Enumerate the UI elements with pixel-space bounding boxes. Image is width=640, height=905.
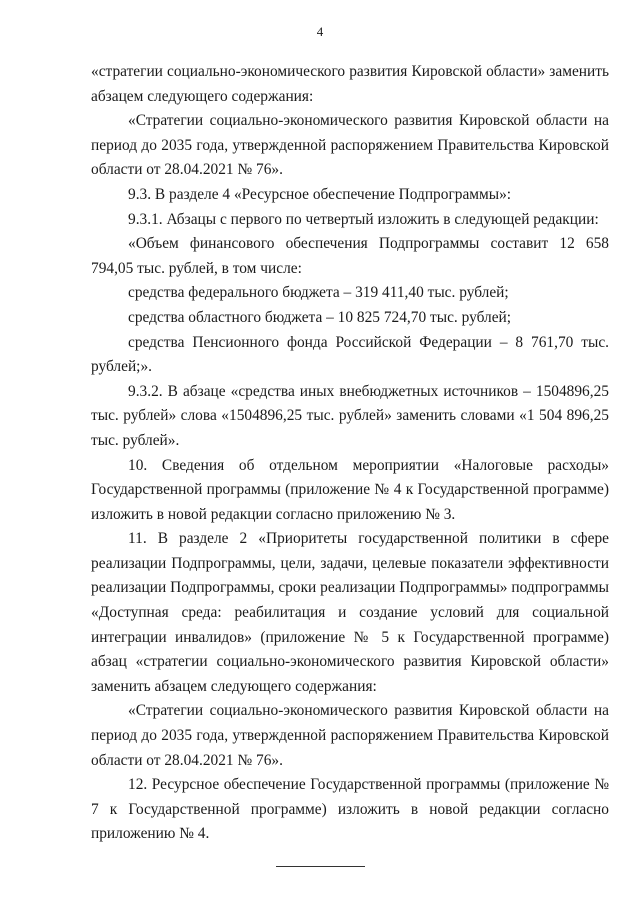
document-body	[91, 60, 609, 847]
paragraph-strategy-quote: «Стратегии социально-экономического развития Кировской области на период до 2035 года, утвержденной распоряжением Правительства Кировской области от 28.04.2021 № 76».	[91, 112, 609, 179]
paragraph-9-3-2: 9.3.2. В абзаце «средства иных внебюджетных источников – 1504896,25 тыс. рублей» слова «1504896,25 тыс. рублей» заменить словами «1 504 896,25 тыс. рублей».	[91, 382, 609, 449]
page-number: 4	[316, 24, 324, 39]
paragraph-pension-fund: средства Пенсионного фонда Российской Федерации – 8 761,70 тыс. рублей;».	[91, 333, 609, 376]
end-of-text-rule	[276, 866, 365, 867]
paragraph-federal-budget: средства федерального бюджета – 319 411,40 тыс. рублей;	[128, 284, 509, 302]
paragraph-regional-budget: средства областного бюджета – 10 825 724,70 тыс. рублей;	[128, 308, 512, 326]
paragraph-continuation: «стратегии социально-экономического развития Кировской области» заменить абзацем следующего содержания:	[91, 63, 609, 105]
paragraph-9-3-1: 9.3.1. Абзацы с первого по четвертый изложить в следующей редакции:	[128, 210, 599, 228]
paragraph-11: 11. В разделе 2 «Приоритеты государственной политики в сфере реализации Подпрограммы, цели, задачи, целевые показатели эффективности реализации Подпрограммы, сроки реализации Подпрограммы» подпрограммы «Доступная среда: реабилитация и создание условий для социальной интеграции инвалидов» (приложение № 5 к Государственной программе) абзац «стратегии социально-экономического развития Кировской области» заменить абзацем следующего содержания:	[91, 530, 609, 695]
paragraph-12: 12. Ресурсное обеспечение Государственной программы (приложение № 7 к Государственной программе) изложить в новой редакции согласно приложению № 4.	[91, 776, 609, 843]
paragraph-funding-volume: «Объем финансового обеспечения Подпрограммы составит 12 658 794,05 тыс. рублей, в том числе:	[91, 235, 609, 277]
paragraph-10: 10. Сведения об отдельном мероприятии «Налоговые расходы» Государственной программы (приложение № 4 к Государственной программе) изложить в новой редакции согласно приложению № 3.	[91, 456, 609, 523]
paragraph-9-3: 9.3. В разделе 4 «Ресурсное обеспечение Подпрограммы»:	[128, 185, 512, 203]
paragraph-strategy-quote-2: «Стратегии социально-экономического развития Кировской области на период до 2035 года, утвержденной распоряжением Правительства Кировской области от 28.04.2021 № 76».	[91, 702, 609, 769]
